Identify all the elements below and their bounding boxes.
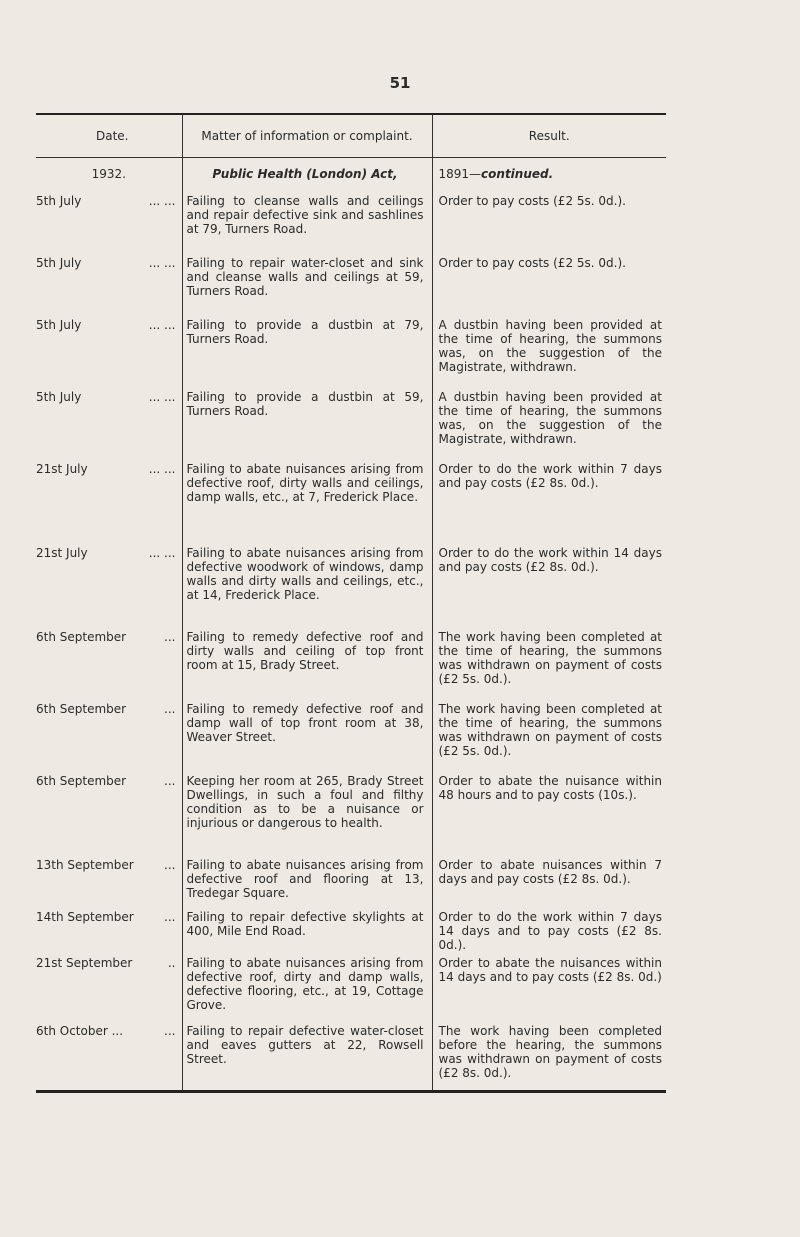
row-leader: ... <box>164 702 176 716</box>
row-date: 21st July <box>36 462 88 476</box>
table <box>36 115 666 1090</box>
table-row <box>36 626 666 698</box>
row-matter: Keeping her room at 265, Brady Street Dwellings, in such a foul and filthy condition as to be a nuisance or injurious or dangerous to health. <box>186 774 424 830</box>
page-number: 51 <box>389 74 411 92</box>
table-row <box>36 190 666 252</box>
row-result: Order to do the work within 7 days and pay costs (£2 8s. 0d.). <box>438 462 662 490</box>
row-result: Order to pay costs (£2 5s. 0d.). <box>438 256 626 270</box>
row-date: 13th September <box>36 858 134 872</box>
row-leader: ... ... <box>148 546 176 560</box>
table-row <box>36 542 666 626</box>
row-leader: ... <box>164 858 176 872</box>
row-matter: Failing to remedy defective roof and damp wall of top front room at 38, Weaver Street. <box>186 702 424 744</box>
table-row <box>36 770 666 854</box>
row-result: The work having been completed at the time of hearing, the summons was withdrawn on payment of costs (£2 5s. 0d.). <box>438 702 662 758</box>
row-result: Order to abate the nuisance within 48 hours and to pay costs (10s.). <box>438 774 662 802</box>
row-date: 14th September <box>36 910 134 924</box>
row-result: The work having been completed at the time of hearing, the summons was withdrawn on payment of costs (£2 5s. 0d.). <box>438 630 662 686</box>
row-date: 6th September <box>36 774 127 788</box>
prosecutions-table <box>36 113 666 1093</box>
row-leader: ... <box>164 1024 176 1038</box>
row-leader: ... ... <box>148 318 176 332</box>
row-result: Order to abate the nuisances within 14 days and to pay costs (£2 8s. 0d.) <box>438 956 662 984</box>
header-result: Result. <box>432 115 666 158</box>
subheading-row <box>36 158 666 191</box>
row-date: 6th October ... <box>36 1024 124 1038</box>
subheading-continued: continued. <box>481 167 554 181</box>
row-date: 6th September <box>36 702 127 716</box>
row-matter: Failing to abate nuisances arising from defective roof, dirty walls and ceilings, damp walls, etc., at 7, Frederick Place. <box>186 462 424 504</box>
table-row <box>36 698 666 770</box>
table-row <box>36 386 666 458</box>
row-leader: ... ... <box>148 462 176 476</box>
row-result: Order to do the work within 14 days and pay costs (£2 8s. 0d.). <box>438 546 662 574</box>
table-row <box>36 906 666 952</box>
row-date: 21st July <box>36 546 88 560</box>
row-date: 5th July <box>36 390 82 404</box>
row-leader: ... ... <box>148 390 176 404</box>
row-matter: Failing to remedy defective roof and dirty walls and ceiling of top front room at 15, Brady Street. <box>186 630 424 672</box>
row-result: A dustbin having been provided at the time of hearing, the summons was, on the suggestion of the Magistrate, withdrawn. <box>438 390 662 446</box>
subheading-year: 1932. <box>91 167 126 181</box>
table-row <box>36 1020 666 1090</box>
bottom-rule <box>36 1090 666 1093</box>
row-leader: ... ... <box>148 256 176 270</box>
row-matter: Failing to repair defective skylights at 400, Mile End Road. <box>186 910 424 938</box>
row-matter: Failing to abate nuisances arising from defective roof and flooring at 13, Tredegar Square. <box>186 858 424 900</box>
table-row <box>36 854 666 906</box>
row-leader: ... <box>164 910 176 924</box>
header-date: Date. <box>36 115 182 158</box>
table-row <box>36 314 666 386</box>
row-leader: ... ... <box>148 194 176 208</box>
row-matter: Failing to provide a dustbin at 79, Turners Road. <box>186 318 424 346</box>
row-result: Order to abate nuisances within 7 days and pay costs (£2 8s. 0d.). <box>438 858 662 886</box>
table-row <box>36 952 666 1020</box>
table-row <box>36 458 666 542</box>
row-result: Order to do the work within 7 days 14 days and to pay costs (£2 8s. 0d.). <box>438 910 662 952</box>
row-date: 5th July <box>36 318 82 332</box>
row-result: The work having been completed before the hearing, the summons was withdrawn on payment of costs (£2 8s. 0d.). <box>438 1024 662 1080</box>
row-date: 5th July <box>36 256 82 270</box>
row-leader: ... <box>164 774 176 788</box>
row-matter: Failing to cleanse walls and ceilings and repair defective sink and sashlines at 79, Turners Road. <box>186 194 424 236</box>
row-matter: Failing to abate nuisances arising from defective woodwork of windows, damp walls and dirty walls and ceilings, etc., at 14, Frederick Place. <box>186 546 424 602</box>
header-row <box>36 115 666 158</box>
subheading-act-year: 1891—continued. <box>438 167 554 181</box>
subheading-act: Public Health (London) Act, <box>212 167 398 181</box>
row-leader: .. <box>167 956 176 970</box>
row-matter: Failing to abate nuisances arising from defective roof, dirty and damp walls, defective flooring, etc., at 19, Cottage Grove. <box>186 956 424 1012</box>
table-row <box>36 252 666 314</box>
row-date: 6th September <box>36 630 127 644</box>
row-matter: Failing to repair defective water-closet and eaves gutters at 22, Rowsell Street. <box>186 1024 424 1066</box>
header-matter: Matter of information or complaint. <box>182 115 432 158</box>
row-leader: ... <box>164 630 176 644</box>
row-date: 5th July <box>36 194 82 208</box>
row-result: A dustbin having been provided at the time of hearing, the summons was, on the suggestion of the Magistrate, withdrawn. <box>438 318 662 374</box>
row-result: Order to pay costs (£2 5s. 0d.). <box>438 194 626 208</box>
row-matter: Failing to repair water-closet and sink and cleanse walls and ceilings at 59, Turners Road. <box>186 256 424 298</box>
row-date: 21st September <box>36 956 133 970</box>
row-matter: Failing to provide a dustbin at 59, Turners Road. <box>186 390 424 418</box>
